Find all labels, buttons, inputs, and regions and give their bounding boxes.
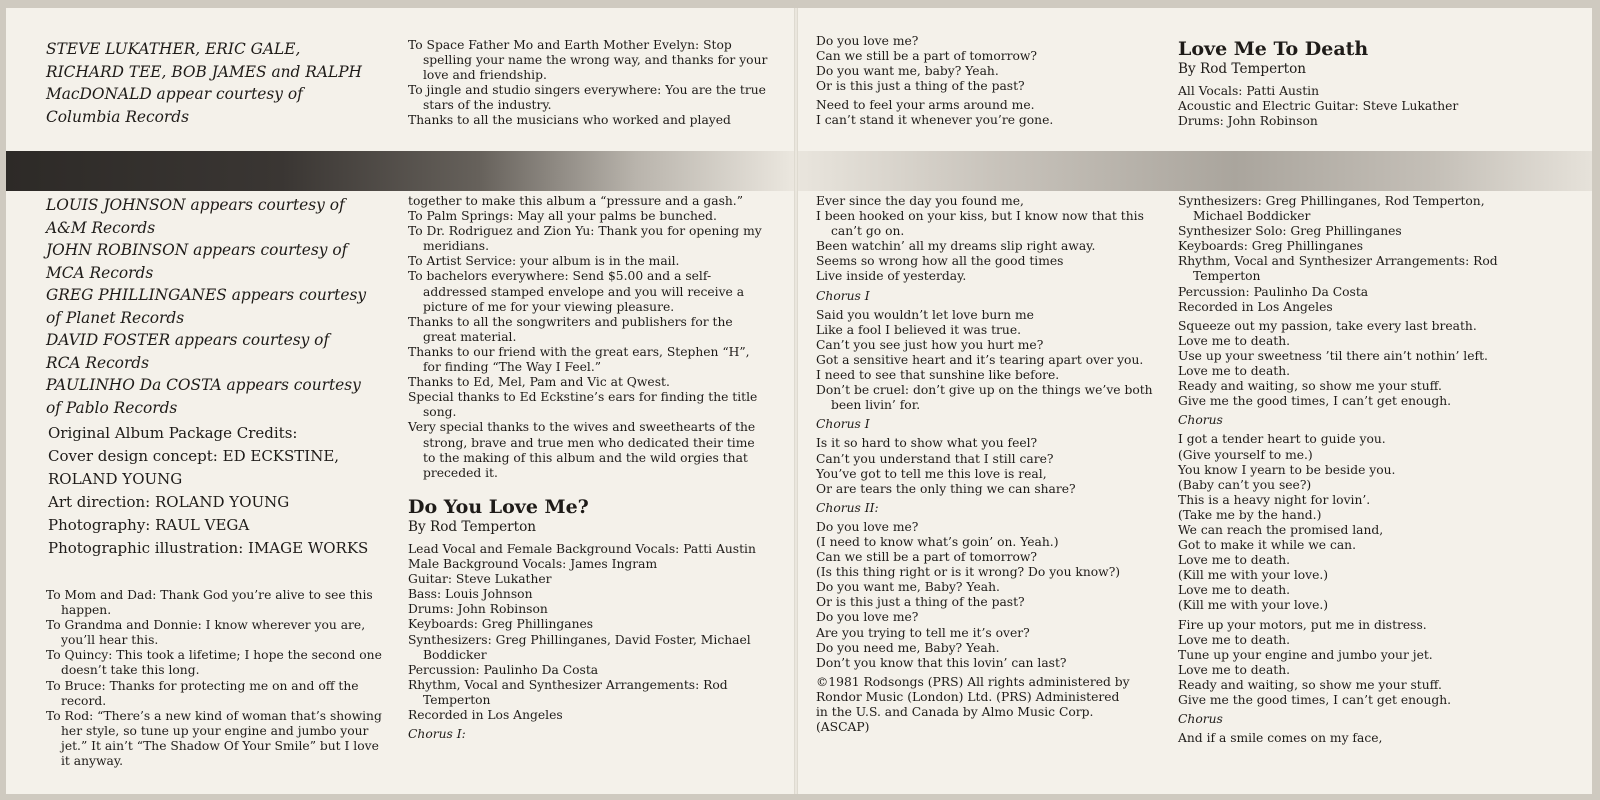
lyric-line: Been watchin’ all my dreams slip right away.: [816, 239, 1096, 254]
lyric-line: (Is this thing right or is it wrong? Do you know?): [816, 565, 1121, 580]
lyric-line: Can we still be a part of tomorrow?: [816, 49, 1038, 64]
lyric-line: Love me to death.: [1178, 553, 1291, 568]
courtesy-line: of Planet Records: [46, 308, 185, 327]
lyric-line: Squeeze out my passion, take every last breath.: [1178, 318, 1477, 333]
copyright-line: Rondor Music (London) Ltd. (PRS) Administered: [816, 689, 1120, 704]
thanks-top: [408, 38, 768, 129]
chorus-label: Chorus: [1178, 712, 1223, 727]
thanks-line: To Quincy: This took a lifetime; I hope the second one doesn’t take this long.: [46, 648, 382, 678]
thanks-line: To Artist Service: your album is in the mail.: [408, 254, 680, 269]
courtesy-line: DAVID FOSTER appears courtesy of: [46, 331, 330, 349]
credit-line: Percussion: Paulinho Da Costa: [1178, 284, 1369, 299]
credit-line: Synthesizers: Greg Phillinganes, David Foster, Michael Boddicker: [408, 632, 751, 662]
lyric-line: Do you need me, Baby? Yeah.: [816, 640, 1000, 655]
lyric-line: Got a sensitive heart and it’s tearing apart over you.: [816, 352, 1144, 367]
thanks-line: Thanks to our friend with the great ears, Stephen “H”, for finding “The Way I Feel.”: [408, 344, 750, 375]
courtesy-line: Columbia Records: [46, 107, 190, 126]
lyrics-top: [816, 34, 1171, 129]
lyric-line: Like a fool I believed it was true.: [816, 322, 1022, 337]
lyric-line: Live inside of yesterday.: [816, 269, 967, 284]
credit-line: Cover design concept: ED ECKSTINE,: [48, 447, 340, 465]
thanks-line: Special thanks to Ed Eckstine’s ears for finding the title song.: [408, 390, 758, 420]
chorus-label: Chorus: [1178, 413, 1223, 428]
lyric-line: We can reach the promised land,: [1178, 522, 1384, 537]
lyric-line: You know I yearn to be beside you.: [1178, 462, 1396, 477]
credit-line: Drums: John Robinson: [408, 602, 548, 617]
credit-line: Recorded in Los Angeles: [1178, 299, 1333, 314]
lyric-line: Don’t be cruel: don’t give up on the things we’ve both been livin’ for.: [816, 383, 1153, 413]
credit-line: Keyboards: Greg Phillinganes: [408, 617, 594, 632]
lyric-line: Can’t you understand that I still care?: [816, 451, 1054, 466]
song-do-you-love-me: [408, 496, 768, 742]
lyric-line: Give me the good times, I can’t get enough.: [1178, 693, 1452, 707]
lyric-line: Love me to death.: [1178, 583, 1291, 598]
song-byline: By Rod Temperton: [408, 519, 537, 535]
credit-line: Original Album Package Credits:: [48, 424, 298, 442]
gradient-band: [798, 151, 1592, 191]
chorus-label: Chorus I:: [408, 727, 466, 742]
lyric-line: Use up your sweetness ’til there ain’t nothin’ left.: [1178, 348, 1488, 363]
copyright-line: ©1981 Rodsongs (PRS) All rights administered by: [816, 674, 1130, 689]
lyric-line: (Give yourself to me.): [1178, 447, 1313, 462]
credit-line: Rhythm, Vocal and Synthesizer Arrangements: Rod Temperton: [408, 677, 728, 707]
courtesy-bottom: [46, 194, 406, 419]
lyric-line: Ready and waiting, so show me your stuff.: [1178, 379, 1442, 394]
lyric-line: I got a tender heart to guide you.: [1178, 432, 1386, 447]
thanks-line: Thanks to Ed, Mel, Pam and Vic at Qwest.: [408, 375, 670, 390]
package-credits: [48, 422, 408, 560]
credit-line: Guitar: Steve Lukather: [408, 572, 552, 587]
lyric-line: (Kill me with your love.): [1178, 568, 1329, 583]
song-title: Love Me To Death: [1178, 38, 1369, 60]
song-byline: By Rod Temperton: [1178, 61, 1307, 77]
lyric-line: (Take me by the hand.): [1178, 507, 1322, 522]
thanks-line: Thanks to all the songwriters and publishers for the great material.: [408, 314, 733, 344]
credit-line: ROLAND YOUNG: [48, 470, 183, 488]
thanks-line: To bachelors everywhere: Send $5.00 and a self-addressed stamped envelope and you will receive a picture of me for your viewing pleasure.: [408, 269, 745, 314]
lyric-line: (Baby can’t you see?): [1178, 477, 1312, 492]
lyric-line: Tune up your engine and jumbo your jet.: [1178, 647, 1433, 662]
lyric-line: Give me the good times, I can’t get enough.: [1178, 394, 1452, 409]
credit-line: All Vocals: Patti Austin: [1178, 84, 1320, 98]
credit-line: Keyboards: Greg Phillinganes: [1178, 239, 1364, 254]
love-me-to-death-body: [1178, 194, 1523, 746]
lyric-line: Or are tears the only thing we can share?: [816, 481, 1076, 496]
courtesy-line: JOHN ROBINSON appears courtesy of: [46, 241, 348, 259]
lyric-line: I been hooked on your kiss, but I know now that this can’t go on.: [816, 209, 1144, 239]
song-credits: [1178, 84, 1548, 129]
courtesy-line: GREG PHILLINGANES appears courtesy: [46, 286, 367, 304]
thanks-line: together to make this album a “pressure and a gash.”: [408, 194, 744, 208]
courtesy-line: A&M Records: [46, 218, 156, 237]
credit-line: Synthesizer Solo: Greg Phillinganes: [1178, 224, 1402, 239]
lyric-line: This is a heavy night for lovin’.: [1178, 492, 1371, 507]
credit-line: Drums: John Robinson: [1178, 114, 1318, 129]
thanks-line: To Palm Springs: May all your palms be bunched.: [408, 209, 717, 224]
lyric-line: Need to feel your arms around me.: [816, 98, 1035, 113]
thanks-line: To Mom and Dad: Thank God you’re alive to see this happen.: [46, 588, 373, 618]
lyric-line: Are you trying to tell me it’s over?: [816, 625, 1030, 640]
lyric-line: Is it so hard to show what you feel?: [816, 436, 1038, 451]
thanks-line: To Space Father Mo and Earth Mother Evelyn: Stop spelling your name the wrong way, and thanks for your love and friendship.: [408, 38, 768, 83]
lyric-line: Seems so wrong how all the good times: [816, 254, 1064, 269]
credit-line: Lead Vocal and Female Background Vocals: Patti Austin: [408, 542, 756, 556]
lyric-line: You’ve got to tell me this love is real,: [816, 466, 1047, 481]
lyric-line: Ever since the day you found me,: [816, 194, 1024, 208]
lyric-line: Or is this just a thing of the past?: [816, 79, 1025, 94]
courtesy-line: LOUIS JOHNSON appears courtesy of: [46, 196, 345, 214]
chorus-label: Chorus I: [816, 417, 870, 432]
gradient-band: [6, 151, 794, 191]
credit-line: Synthesizers: Greg Phillinganes, Rod Temperton, Michael Boddicker: [1178, 194, 1485, 224]
lyric-line: Do you want me, baby? Yeah.: [816, 64, 999, 79]
credit-line: Male Background Vocals: James Ingram: [408, 557, 658, 572]
lyrics-body: [816, 194, 1171, 735]
lyric-line: Do you love me?: [816, 34, 919, 48]
thanks-line: To Dr. Rodriguez and Zion Yu: Thank you for opening my meridians.: [408, 224, 762, 254]
lyric-line: Or is this just a thing of the past?: [816, 595, 1025, 610]
family-thanks: [46, 588, 391, 769]
courtesy-line: PAULINHO Da COSTA appears courtesy: [46, 376, 361, 394]
lyric-line: Do you want me, Baby? Yeah.: [816, 580, 1000, 595]
chorus-label: Chorus II:: [816, 500, 879, 515]
credit-line: Photographic illustration: IMAGE WORKS: [48, 539, 369, 557]
lyric-line: Don’t you know that this lovin’ can last?: [816, 655, 1067, 670]
lyric-line: Love me to death.: [1178, 632, 1291, 647]
thanks-line: To jingle and studio singers everywhere: You are the true stars of the industry.: [408, 83, 766, 113]
lyric-line: Love me to death.: [1178, 333, 1291, 348]
lyric-line: Said you wouldn’t let love burn me: [816, 307, 1034, 322]
chorus-label: Chorus I: [816, 288, 870, 303]
lyric-line: (Kill me with your love.): [1178, 598, 1329, 613]
lyric-line: Do you love me?: [816, 519, 919, 534]
courtesy-line: RICHARD TEE, BOB JAMES and RALPH: [46, 62, 362, 81]
credit-line: Art direction: ROLAND YOUNG: [48, 493, 290, 511]
thanks-line: To Bruce: Thanks for protecting me on and off the record.: [46, 678, 359, 708]
lyric-line: Love me to death.: [1178, 364, 1291, 379]
credit-line: Acoustic and Electric Guitar: Steve Lukather: [1178, 99, 1459, 114]
courtesy-top: [46, 38, 406, 128]
lyric-line: Can’t you see just how you hurt me?: [816, 337, 1044, 352]
lyric-line: (I need to know what’s goin’ on. Yeah.): [816, 534, 1059, 549]
left-page: [6, 8, 794, 794]
song-title: Do You Love Me?: [408, 496, 589, 518]
thanks-continued: [408, 194, 768, 481]
thanks-line: To Rod: “There’s a new kind of woman that’s showing her style, so tune up your engine and jumbo your jet.” It ain’t “The Shadow Of Your Smile” but I love it anyway.: [46, 708, 382, 769]
credit-line: Bass: Louis Johnson: [408, 587, 533, 602]
credit-line: Photography: RAUL VEGA: [48, 516, 250, 534]
lyric-line: And if a smile comes on my face,: [1178, 731, 1383, 746]
courtesy-line: RCA Records: [46, 353, 150, 372]
courtesy-line: STEVE LUKATHER, ERIC GALE,: [46, 40, 301, 58]
lyric-line: I need to see that sunshine like before.: [816, 368, 1060, 383]
right-page: [798, 8, 1592, 794]
thanks-line: Thanks to all the musicians who worked and played: [408, 113, 731, 128]
credit-line: Recorded in Los Angeles: [408, 708, 563, 723]
lyric-line: Got to make it while we can.: [1178, 538, 1356, 553]
song-credits: [408, 542, 768, 742]
lyric-line: Fire up your motors, put me in distress.: [1178, 617, 1427, 632]
courtesy-line: of Pablo Records: [46, 398, 178, 417]
song-love-me-to-death: [1178, 38, 1548, 129]
courtesy-line: MCA Records: [46, 263, 154, 282]
lyric-line: Do you love me?: [816, 610, 919, 625]
lyric-line: Can we still be a part of tomorrow?: [816, 550, 1038, 565]
lyric-line: Ready and waiting, so show me your stuff.: [1178, 677, 1442, 692]
copyright-line: in the U.S. and Canada by Almo Music Corp.: [816, 705, 1094, 719]
lyric-line: I can’t stand it whenever you’re gone.: [816, 113, 1054, 128]
lyric-line: Love me to death.: [1178, 662, 1291, 677]
thanks-line: To Grandma and Donnie: I know wherever you are, you’ll hear this.: [46, 618, 366, 648]
courtesy-line: MacDONALD appear courtesy of: [46, 85, 303, 103]
credit-line: Rhythm, Vocal and Synthesizer Arrangements: Rod Temperton: [1178, 254, 1498, 284]
credit-line: Percussion: Paulinho Da Costa: [408, 662, 599, 677]
copyright-line: (ASCAP): [816, 720, 870, 735]
thanks-line: Very special thanks to the wives and sweethearts of the strong, brave and true men who dedicated their time to the making of this album and the wild orgies that preceded it.: [408, 420, 756, 480]
